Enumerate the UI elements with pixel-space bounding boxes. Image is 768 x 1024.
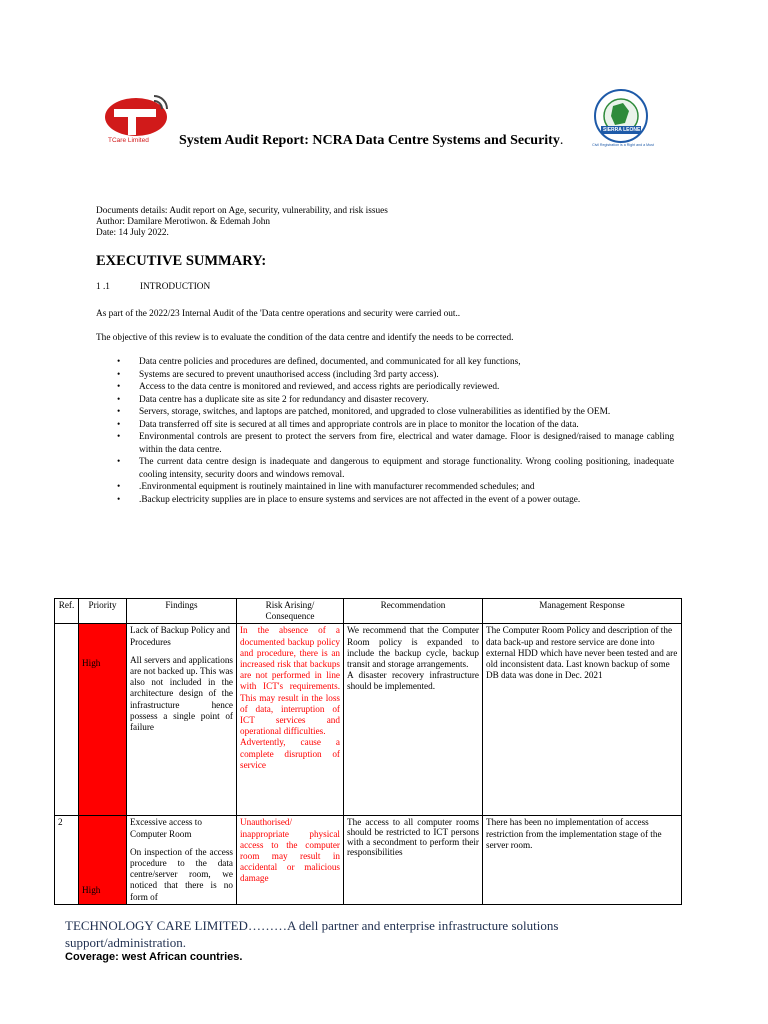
finding-body: On inspection of the access procedure to the data centre/server room, we noticed that there is no form of	[130, 846, 233, 902]
recommendation-text: The access to all computer rooms should be restricted to ICT persons with a secondment to perform their responsibilities	[347, 817, 479, 858]
cell-findings	[127, 624, 237, 816]
risk-text: In the absence of a documented backup policy and procedure, there is an increased risk that backups are not performed in line with ICT's requirements. This may result in the loss of data, interruption of ICT services and operational difficulties.	[240, 625, 340, 737]
finding-title: Lack of Backup Policy and Procedures	[130, 625, 231, 647]
priority-text: High	[82, 658, 101, 669]
executive-summary-heading: EXECUTIVE SUMMARY:	[96, 253, 267, 269]
recommendation-text: We recommend that the Computer Room policy is expanded to include the backup cycle, backup transit and storage arrangements.	[347, 625, 479, 670]
list-item: • Data centre has a duplicate site as site 2 for redundancy and disaster recovery.	[96, 394, 674, 407]
list-item: • Environmental controls are present to protect the servers from fire, electrical and water damage. Floor is designed/raised to manage cabling within the data centre.	[96, 431, 674, 456]
section-label: INTRODUCTION	[140, 282, 211, 292]
table-row	[55, 816, 682, 904]
cell-risk	[237, 816, 344, 904]
list-item: • Data transferred off site is secured at all times and appropriate controls are in place to monitor the location of the data.	[96, 419, 674, 432]
objective-paragraph: The objective of this review is to evaluate the condition of the data centre and identify the needs to be corrected.	[96, 333, 514, 343]
tcare-logo-text: TCare Limited	[108, 137, 149, 144]
list-item: • .Environmental equipment is routinely maintained in line with manufacturer recommended schedules; and	[96, 481, 674, 494]
table-row	[55, 624, 682, 816]
report-title-text: System Audit Report: NCRA Data Centre Systems and Security	[179, 133, 560, 148]
doc-author-line: Author: Damilare Merotiwon. & Edemah John	[96, 217, 271, 228]
risk-text: Unauthorised/ inappropriate physical access to the computer room may result in accidental or malicious damage	[240, 817, 340, 884]
list-item: • Systems are secured to prevent unauthorised access (including 3rd party access).	[96, 369, 674, 382]
document-details	[96, 206, 388, 240]
list-item: • Servers, storage, switches, and laptops are patched, monitored, and upgraded to close vulnerabilities as identified by the OEM.	[96, 406, 674, 419]
list-item: • Access to the data centre is monitored and reviewed, and access rights are periodically reviewed.	[96, 381, 674, 394]
recommendation-text-2: A disaster recovery infrastructure should be implemented.	[347, 670, 479, 692]
intro-paragraph: As part of the 2022/23 Internal Audit of the 'Data centre operations and security were carried out..	[96, 309, 461, 319]
header-recommendation: Recommendation	[344, 599, 483, 624]
list-item: • The current data centre design is inadequate and dangerous to equipment and storage functionality. Wrong cooling positioning, inadequate cooling intensity, security doors and windows removal.	[96, 456, 674, 481]
cell-ref	[55, 624, 79, 816]
doc-date-line: Date: 14 July 2022.	[96, 228, 169, 239]
section-number: 1 .1	[96, 282, 110, 292]
header-management-response: Management Response	[483, 599, 682, 624]
findings-table	[54, 598, 682, 905]
priority-badge	[79, 624, 127, 816]
header-findings: Findings	[127, 599, 237, 624]
priority-badge	[79, 816, 127, 904]
finding-title: Excessive access to Computer Room	[130, 817, 202, 839]
footer-coverage-line: Coverage: west African countries.	[65, 951, 243, 963]
cell-management-response: The Computer Room Policy and description of the data back-up and restore service are done into external HDD which have never been tested and are old inconsistent data. Last known backup of some DB data was done in Dec. 2021	[483, 624, 682, 816]
objectives-list	[96, 356, 674, 506]
ncra-seal	[583, 88, 663, 152]
doc-details-line: Documents details: Audit report on Age, security, vulnerability, and risk issues	[96, 206, 388, 216]
cell-findings	[127, 816, 237, 904]
list-item: • Data centre policies and procedures are defined, documented, and communicated for all key functions,	[96, 356, 674, 369]
cell-recommendation	[344, 624, 483, 816]
finding-body: All servers and applications are not backed up. This was also not included in the architecture design of the infrastructure hence possess a single point of failure	[130, 654, 233, 733]
tcare-logo	[104, 95, 174, 149]
cell-ref: 2	[55, 816, 79, 904]
cell-risk	[237, 624, 344, 816]
report-title	[179, 133, 563, 149]
ncra-tagline: Civil Registration is a Right and a Must	[592, 143, 654, 147]
risk-text-2: Advertently, cause a complete disruption of service	[240, 737, 340, 770]
ncra-band-text: SIERRA LEONE	[603, 127, 641, 133]
introduction-heading	[96, 282, 210, 292]
header-risk: Risk Arising/ Consequence	[237, 599, 344, 624]
header-ref: Ref.	[55, 599, 79, 624]
footer-company-line: TECHNOLOGY CARE LIMITED………A dell partner and enterprise infrastructure solutions support/administration.	[65, 918, 559, 950]
priority-text: High	[82, 884, 101, 895]
cell-management-response: There has been no implementation of access restriction from the implementation stage of the server room.	[483, 816, 682, 904]
cell-recommendation	[344, 816, 483, 904]
header-priority: Priority	[79, 599, 127, 624]
report-title-suffix: .	[559, 133, 564, 148]
table-header-row	[55, 599, 682, 624]
list-item: • .Backup electricity supplies are in place to ensure systems and services are not affected in the event of a power outage.	[96, 494, 674, 507]
